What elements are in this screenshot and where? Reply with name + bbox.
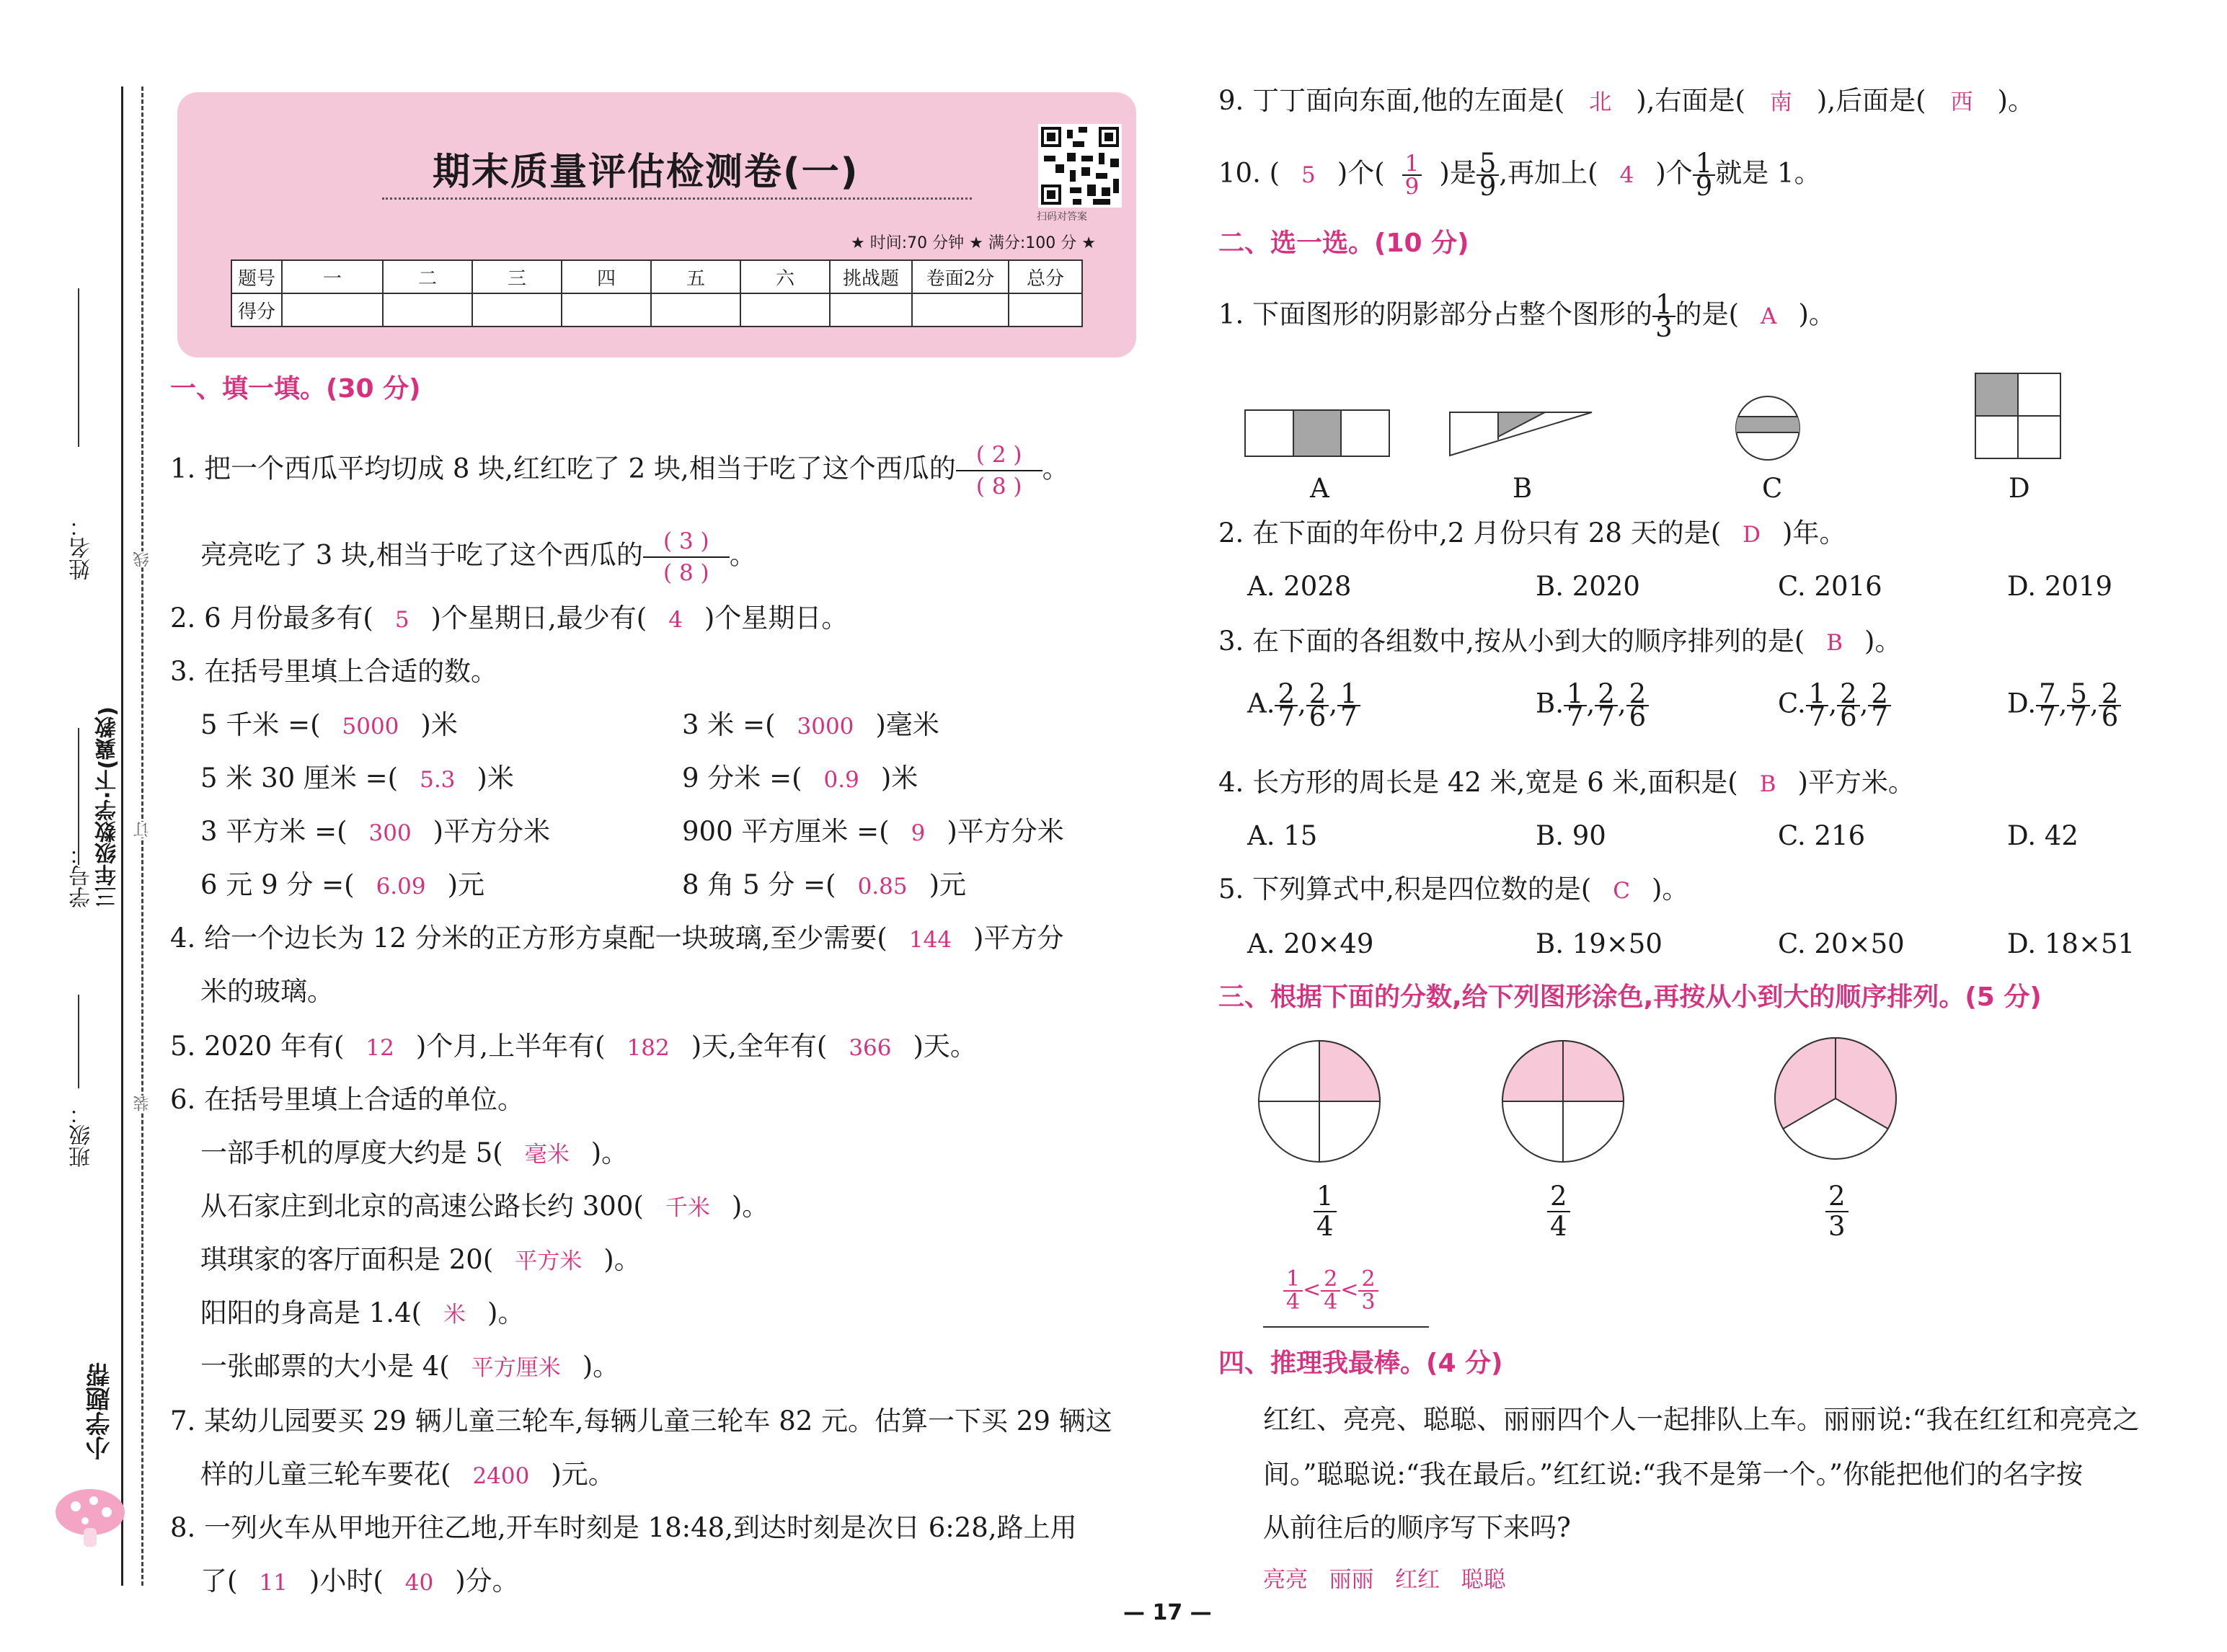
s4-line: 红红、亮亮、聪聪、丽丽四个人一起排队上车。丽丽说:“我在红红和亮亮之 [1263,1404,2140,1435]
option: A. $\frac{2}{7}$ , $\frac{2}{6}$ , $\frac{1}{7}$ [1247,683,1360,728]
fraction: $\frac{1}{4}$ [1314,1182,1337,1241]
s2-q4-answer: B [1759,771,1776,797]
s4-line: 间。”聪聪说:“我在最后。”红红说:“我不是第一个。”你能把他们的名字按 [1263,1459,2084,1490]
s2-q5-answer: C [1613,878,1630,904]
book-label: 三年级数学·下(冀教) [95,706,120,907]
q1-line2 [200,526,756,588]
q9: 9. 丁丁面向东面,他的左面是( 北 ),右面是( 南 ),后面是( 西 )。 [1218,85,2035,116]
name-underline [78,288,79,447]
q9-answer-2: 南 [1769,89,1792,115]
table-cell: 一 [282,260,383,293]
qr-caption: 扫码对答案 [1037,211,1087,223]
q3-item: 9 分米 =( 0.9 )米 [682,763,918,794]
q2-text: )个星期日。 [704,603,849,634]
figure-c-circle [1733,394,1802,463]
figure-label-c: C [1762,473,1783,504]
brand-label: 小学题帮 [86,1362,115,1460]
table-cell: 题号 [231,260,282,293]
figure-label-b: B [1513,473,1533,504]
q3-item: 6 元 9 分 =( 6.09 )元 [200,869,485,900]
q4-line1: 4. 给一个边长为 12 分米的正方形方桌配一块玻璃,至少需要( 144 )平方分 [170,923,1064,954]
q2-text: )个星期日,最少有( [430,603,647,634]
option: C. 20×50 [1778,928,1905,959]
q5: 5. 2020 年有( 12 )个月,上半年有( 182 )天,全年有( 366 )天。 [170,1031,977,1062]
score-input-cell[interactable] [912,293,1009,327]
q1-text2: 亮亮吃了 3 块,相当于吃了这个西瓜的 [200,539,643,571]
q2-answer-2: 4 [668,607,683,633]
q3-item: 8 角 5 分 =( 0.85 )元 [682,869,967,900]
fraction: $\frac{5}{9}$ [1476,153,1500,197]
q3-item: 5 千米 =( 5000 )米 [200,709,458,740]
q1-answer-fraction [956,440,1042,502]
q10-answer-fraction: $\frac{1}{9}$ [1402,153,1422,197]
q6-item: 一部手机的厚度大约是 5( 毫米 )。 [200,1137,629,1168]
q6-stem: 6. 在括号里填上合适的单位。 [170,1084,525,1115]
q5-answer-3: 366 [849,1035,892,1061]
table-cell: 三 [472,260,562,293]
table-cell: 总分 [1009,260,1082,293]
fraction: $\frac{1}{3}$ [1652,294,1675,339]
q5-answer-2: 182 [627,1035,670,1061]
option: C. $\frac{1}{7}$ , $\frac{2}{6}$ , $\frac{2}{7}$ [1778,683,1891,728]
q8-line2: 了( 11 )小时( 40 )分。 [200,1566,519,1597]
section1-heading: 一、填一填。(30 分) [170,374,421,404]
q1-answer-numerator: ( 2 ) [956,440,1042,471]
q1b-answer-fraction [643,526,730,588]
figure-a-rectangle [1244,409,1391,460]
section3-heading: 三、根据下面的分数,给下列图形涂色,再按从小到大的顺序排列。(5 分) [1218,982,2042,1012]
option: D. 18×51 [2007,928,2135,959]
option: A. 2028 [1247,571,1352,602]
s2-q5: 5. 下列算式中,积是四位数的是( C )。 [1218,874,1689,905]
circle-thirds-two-shaded [1772,1035,1899,1162]
q7-line1: 7. 某幼儿园要买 29 辆儿童三轮车,每辆儿童三轮车 82 元。估算一下买 29 辆这 [170,1405,1112,1436]
score-input-cell[interactable] [383,293,472,327]
fraction: $\frac{1}{9}$ [1693,153,1716,197]
q7-line2: 样的儿童三轮车要花( 2400 )元。 [200,1459,615,1490]
page-title: 期末质量评估检测卷(一) [433,151,859,194]
figure-b-triangle [1448,408,1596,460]
answer-underline [1263,1326,1429,1328]
score-input-cell[interactable] [282,293,383,327]
q2-answer-1: 5 [394,607,409,633]
exam-meta: ★ 时间:70 分钟 ★ 满分:100 分 ★ [851,234,1096,252]
section3-order-answer: $\frac{1}{4}$ < $\frac{2}{4}$ < $\frac{2}{3}$ [1283,1269,1378,1313]
table-cell: 卷面2分 [912,260,1009,293]
table-cell: 挑战题 [830,260,912,293]
q7-answer: 2400 [472,1463,530,1489]
option: B. 90 [1536,820,1606,851]
s2-q1-answer: A [1761,303,1777,329]
q3-item: 3 米 =( 3000 )毫米 [682,709,939,740]
figure-label-d: D [2009,473,2030,504]
cut-mark-pack: 装 [131,1096,154,1111]
q9-answer-3: 西 [1950,89,1973,115]
figure-d-square [1974,372,2063,461]
circle-quarters-one-shaded [1256,1038,1383,1165]
q8-line1: 8. 一列火车从甲地开往乙地,开车时刻是 18:48,到达时刻是次日 6:28,路上用 [170,1512,1077,1543]
score-input-cell[interactable] [472,293,562,327]
score-input-cell[interactable] [830,293,912,327]
fraction: $\frac{2}{4}$ [1547,1182,1570,1241]
score-table-score-row [231,293,1082,327]
q1-line1 [170,440,1069,502]
q3-stem: 3. 在括号里填上合适的数。 [170,656,498,687]
q3-item: 5 米 30 厘米 =( 5.3 )米 [200,763,514,794]
option: B. 2020 [1536,571,1640,602]
option: A. 15 [1247,820,1318,851]
q1-text: 1. 把一个西瓜平均切成 8 块,红红吃了 2 块,相当于吃了这个西瓜的 [170,453,956,484]
score-input-cell[interactable] [651,293,740,327]
q1b-answer-numerator: ( 3 ) [643,526,730,558]
option: D. $\frac{7}{7}$ , $\frac{5}{7}$ , $\frac{2}{6}$ [2007,683,2121,728]
q8-answer-2: 40 [404,1570,434,1596]
q9-answer-1: 北 [1589,89,1612,115]
section4-heading: 四、推理我最棒。(4 分) [1218,1349,1503,1378]
option: B. 19×50 [1536,928,1662,959]
q10-answer-1: 5 [1301,161,1316,188]
q4-line2: 米的玻璃。 [200,976,334,1007]
table-cell: 二 [383,260,472,293]
page-number: — 17 — [1123,1600,1212,1625]
s4-line: 从前往后的顺序写下来吗? [1263,1512,1571,1543]
q1b-answer-denominator: ( 8 ) [663,560,709,586]
student-id-label: 学号： [69,843,94,908]
s2-q1: 1. 下面图形的阴影部分占整个图形的 $\frac{1}{3}$ 的是( A )。 [1218,289,1836,343]
option: C. 216 [1778,820,1866,851]
option: A. 20×49 [1247,928,1374,959]
q4-answer: 144 [908,927,952,953]
score-table-header-row [231,260,1082,293]
cut-mark-line: 线 [131,551,154,567]
q6-item: 琪琪家的客厅面积是 20( 平方米 )。 [200,1244,641,1275]
s2-q2-answer: D [1743,522,1761,548]
table-cell: 六 [740,260,830,293]
s2-q3-answer: B [1826,630,1843,656]
q10-answer-2: 4 [1619,161,1634,188]
q3-item: 900 平方厘米 =( 9 )平方分米 [682,816,1064,847]
q6-item: 一张邮票的大小是 4( 平方厘米 )。 [200,1351,620,1382]
q5-answer-1: 12 [366,1035,394,1061]
option: B. $\frac{1}{7}$ , $\frac{2}{7}$ , $\frac{2}{6}$ [1536,683,1649,728]
q10: 10. ( 5 )个( $\frac{1}{9}$ )是 $\frac{5}{9}$ ,再加上( 4 )个 $\frac{1}{9}$ 就是 1。 [1218,148,1821,202]
q6-item: 从石家庄到北京的高速公路长约 300( 千米 )。 [200,1191,769,1222]
score-input-cell[interactable] [562,293,651,327]
score-input-cell[interactable] [1009,293,1082,327]
table-cell: 四 [562,260,651,293]
class-underline [78,995,79,1088]
score-input-cell[interactable] [740,293,830,327]
s2-q3: 3. 在下面的各组数中,按从小到大的顺序排列的是( B )。 [1218,626,1902,657]
q1-answer-denominator: ( 8 ) [975,474,1022,499]
option: D. 42 [2007,820,2078,851]
q1-end: 。 [729,539,756,571]
fraction: $\frac{2}{3}$ [1825,1182,1849,1241]
section4-answer: 亮亮 丽丽 红红 聪聪 [1263,1567,1506,1593]
q6-item: 阳阳的身高是 1.4( 米 )。 [200,1297,525,1328]
q8-answer-1: 11 [259,1570,288,1596]
q2 [170,603,848,636]
s2-q2: 2. 在下面的年份中,2 月份只有 28 天的是( D )年。 [1218,518,1846,549]
circle-quarters-two-shaded [1500,1038,1626,1165]
qr-code-icon[interactable] [1038,124,1122,208]
name-label: 姓名： [69,515,94,580]
mushroom-logo-icon [50,1485,130,1550]
q3-item: 3 平方米 =( 300 )平方分米 [200,816,551,847]
q1-end: 。 [1042,453,1069,484]
s2-q4: 4. 长方形的周长是 42 米,宽是 6 米,面积是( B )平方米。 [1218,767,1915,798]
option: D. 2019 [2007,571,2113,602]
title-underline [382,197,972,200]
q2-text: 2. 6 月份最多有( [170,603,373,634]
section2-heading: 二、选一选。(10 分) [1218,228,1469,258]
option: C. 2016 [1778,571,1882,602]
class-label: 班级： [69,1103,94,1168]
cut-mark-bind: 订 [131,822,154,838]
table-cell: 五 [651,260,740,293]
table-cell: 得分 [231,293,282,327]
figure-label-a: A [1310,473,1329,504]
score-table [231,259,1083,327]
